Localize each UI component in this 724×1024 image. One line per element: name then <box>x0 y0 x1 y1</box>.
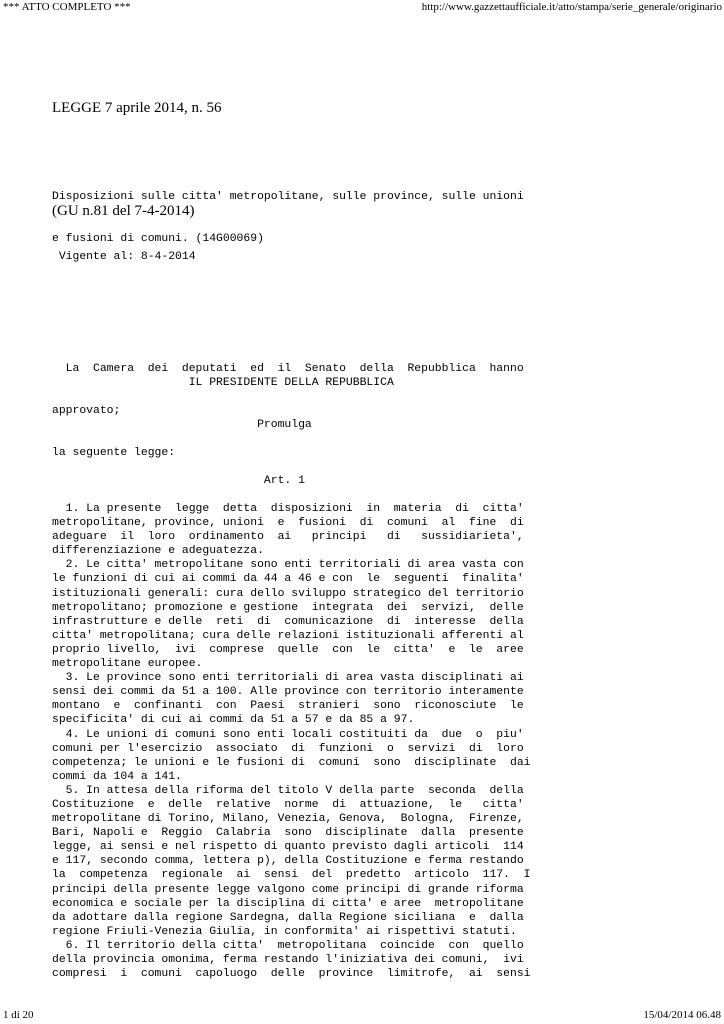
body-line: Costituzione e delle relative norme di attuazione, le citta' <box>52 798 524 811</box>
body-line: della provincia omonima, ferma restando l'iniziativa dei comuni, ivi <box>52 954 524 966</box>
body-line: Bari, Napoli e Reggio Calabria sono disciplinate dalla presente <box>52 827 524 840</box>
body-line: compresi i comuni capoluogo delle province limitrofe, ai sensi <box>52 968 531 981</box>
body-line: da adottare dalla regione Sardegna, dalla Regione siciliana e dalla <box>52 911 524 924</box>
subtitle-line: e fusioni di comuni. (14G00069) <box>52 233 264 246</box>
body-line: principi della presente legge valgono come principi di grande riforma <box>52 883 524 896</box>
body-line: regione Friuli-Venezia Giulia, in conformita' ai rispettivi statuti. <box>52 925 517 938</box>
body-line: 2. Le citta' metropolitane sono enti territoriali di area vasta con <box>52 559 524 572</box>
body-line: metropolitane di Torino, Milano, Venezia, Genova, Bologna, Firenze, <box>52 813 524 826</box>
president-heading: IL PRESIDENTE DELLA REPUBBLICA <box>52 377 394 389</box>
print-header-label: *** ATTO COMPLETO *** <box>3 1 131 13</box>
gazette-reference: (GU n.81 del 7-4-2014) <box>52 203 195 219</box>
body-line: metropolitane, province, unioni e fusioni di comuni al fine di <box>52 517 524 530</box>
body-line: montano e confinanti con Paesi stranieri sono riconosciute le <box>52 700 524 713</box>
body-line: la competenza regionale ai sensi del predetto articolo 117. I <box>52 869 531 882</box>
subtitle-line: Disposizioni sulle citta' metropolitane, sulle province, sulle unioni <box>52 191 524 204</box>
body-line: commi da 104 a 141. <box>52 770 182 783</box>
body-line: adeguare il loro ordinamento ai principi di sussidiarieta', <box>52 531 524 544</box>
body-line: specificita' di cui ai commi da 51 a 57 e da 85 a 97. <box>52 714 415 727</box>
body-line: metropolitane europee. <box>52 658 203 671</box>
body-line: 4. Le unioni di comuni sono enti locali costituiti da due o piu' <box>52 728 524 741</box>
print-header-url: http://www.gazzettaufficiale.it/atto/stampa/serie_generale/originario <box>421 1 722 13</box>
body-line: citta' metropolitana; cura delle relazioni istituzionali afferenti al <box>52 629 524 642</box>
body-line: 5. In attesa della riforma del titolo V della parte seconda della <box>52 784 524 797</box>
body-line: le funzioni di cui ai commi da 44 a 46 e con le seguenti finalita' <box>52 573 524 586</box>
preamble-line: La Camera dei deputati ed il Senato della Repubblica hanno <box>52 363 524 376</box>
body-line: comuni per l'esercizio associato di funzioni o servizi di loro <box>52 742 524 755</box>
body-line: economica e sociale per la disciplina di citta' e aree metropolitane <box>52 897 524 910</box>
body-line: 3. Le province sono enti territoriali di area vasta disciplinati ai <box>52 672 524 685</box>
body-line: 1. La presente legge detta disposizioni in materia di citta' <box>52 503 524 515</box>
article-heading: Art. 1 <box>52 475 305 487</box>
body-line: 6. Il territorio della citta' metropolitana coincide con quello <box>52 939 524 952</box>
promulga-heading: Promulga <box>52 419 312 431</box>
page-number: 1 di 20 <box>3 1009 34 1021</box>
body-line: sensi dei commi da 51 a 100. Alle province con territorio interamente <box>52 686 524 699</box>
body-line: differenziazione e adeguatezza. <box>52 545 264 558</box>
in-force-date: Vigente al: 8-4-2014 <box>52 251 196 263</box>
body-line: competenza; le unioni e le fusioni di comuni sono disciplinate dai <box>52 756 531 769</box>
body-line: infrastrutture e delle reti di comunicazione di interesse della <box>52 615 524 628</box>
enacting-clause: la seguente legge: <box>52 447 176 459</box>
body-line: metropolitano; promozione e gestione integrata dei servizi, delle <box>52 601 524 614</box>
body-line: proprio livello, ivi comprese quelle con le citta' e le aree <box>52 643 524 656</box>
body-line: istituzionali generali: cura dello sviluppo strategico del territorio <box>52 587 524 600</box>
body-line: e 117, secondo comma, lettera p), della Costituzione e ferma restando <box>52 855 524 868</box>
law-title: LEGGE 7 aprile 2014, n. 56 <box>52 100 222 116</box>
print-timestamp: 15/04/2014 06.48 <box>643 1009 721 1021</box>
article-body <box>52 502 531 981</box>
body-line: legge, ai sensi e nel rispetto di quanto previsto dagli articoli 114 <box>52 841 524 854</box>
preamble-line: approvato; <box>52 405 121 418</box>
